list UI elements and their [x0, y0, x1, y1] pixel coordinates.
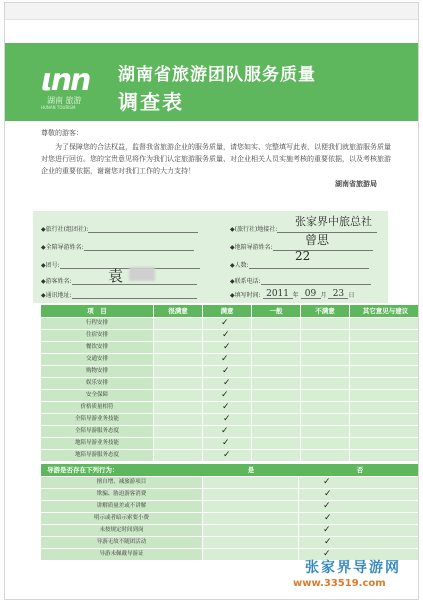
checkmark-icon: ✓ — [221, 426, 229, 436]
address-label: ◆通讯地址: — [41, 292, 72, 299]
behavior-row-label: 导游无故不随团活动 — [41, 537, 202, 549]
no-cell[interactable] — [299, 513, 419, 525]
logo-mark: ιnn — [41, 63, 90, 98]
rating-cell[interactable] — [301, 450, 349, 462]
date-year-unit: 年 — [292, 292, 299, 299]
rating-row-label: 购物安排 — [41, 366, 153, 378]
rating-cell[interactable] — [301, 366, 349, 378]
behavior-row-label: 擅自增、减旅游项目 — [41, 477, 202, 489]
issuer-signature: 湖南省旅游局 — [335, 180, 377, 188]
rating-row-label: 地陪导游业务技能 — [41, 438, 153, 450]
logo-subtitle: 湖南 旅游 — [47, 96, 82, 105]
checkmark-icon: ✓ — [324, 489, 332, 499]
no-cell[interactable] — [299, 525, 419, 537]
rating-cell[interactable] — [301, 354, 349, 366]
yes-cell[interactable] — [203, 537, 298, 549]
rating-cell[interactable] — [301, 342, 349, 354]
rating-row — [41, 450, 419, 462]
rating-row-label: 价格质量相符 — [41, 402, 153, 414]
rating-cell[interactable] — [154, 450, 202, 462]
behavior-question-header: 导游是否存在下列行为： — [41, 464, 203, 476]
rating-cell[interactable] — [203, 402, 251, 414]
comment-cell[interactable] — [350, 390, 419, 402]
checkmark-icon: ✓ — [222, 402, 230, 412]
local-guide-label: ◆地陪导游姓名: — [230, 244, 273, 251]
rating-row — [41, 330, 419, 342]
checkmark-icon: ✓ — [223, 378, 231, 388]
behavior-row-label: 讲解质量差或不讲解 — [41, 501, 202, 513]
rating-cell[interactable] — [203, 318, 251, 330]
rating-row — [41, 402, 419, 414]
rating-cell[interactable] — [252, 426, 300, 438]
rating-row-label: 行程安排 — [41, 318, 153, 330]
agency-label: ◆旅行社(组团社): — [41, 226, 89, 233]
comment-cell[interactable] — [350, 366, 419, 378]
date-month: 09 — [301, 289, 321, 299]
comment-cell[interactable] — [350, 450, 419, 462]
rating-row-label: 安全保障 — [41, 390, 153, 402]
people-label: ◆人数: — [230, 262, 249, 269]
visitor-label: ◆游客姓名: — [41, 278, 72, 285]
rating-cell[interactable] — [203, 438, 251, 450]
yes-cell[interactable] — [203, 477, 298, 489]
hunan-tourism-logo — [41, 63, 99, 110]
rating-row — [41, 318, 419, 330]
no-cell[interactable] — [299, 477, 419, 489]
checkmark-icon: ✓ — [222, 330, 230, 340]
header-dissatisfied: 不满意 — [301, 305, 349, 317]
rating-cell[interactable] — [203, 354, 251, 366]
header-yes: 是 — [203, 464, 299, 476]
rating-row — [41, 390, 419, 402]
survey-title-line2: 调查表 — [118, 90, 184, 114]
rating-row-label: 住宿安排 — [41, 330, 153, 342]
rating-row — [41, 438, 419, 450]
rating-row — [41, 378, 419, 390]
date-year: 2011 — [263, 289, 293, 299]
rating-cell[interactable] — [203, 450, 251, 462]
group-no-label: ◆团号: — [41, 262, 60, 269]
rating-cell[interactable] — [252, 318, 300, 330]
page-fold — [5, 3, 418, 20]
date-field[interactable] — [230, 289, 354, 299]
comment-cell[interactable] — [350, 330, 419, 342]
rating-cell[interactable] — [203, 366, 251, 378]
date-day: 23 — [328, 289, 348, 299]
survey-title: 湖南省旅游团队服务质量 — [118, 65, 316, 85]
rating-cell[interactable] — [301, 426, 349, 438]
header-very-satisfied: 很满意 — [154, 305, 202, 317]
rating-row — [41, 354, 419, 366]
behavior-row-label: 欺骗、胁迫游客消费 — [41, 489, 202, 501]
yes-cell[interactable] — [203, 513, 298, 525]
rating-cell[interactable] — [252, 378, 300, 390]
rating-row-label: 地陪导游服务态度 — [41, 450, 153, 462]
behavior-row-label: 导游未佩戴导游证 — [41, 549, 202, 561]
checkmark-icon: ✓ — [223, 342, 231, 352]
address-line — [72, 289, 197, 299]
rating-row — [41, 426, 419, 438]
rating-cell[interactable] — [252, 450, 300, 462]
rating-cell[interactable] — [301, 402, 349, 414]
national-guide-label: ◆全陪导游姓名: — [41, 244, 84, 251]
rating-cell[interactable] — [252, 438, 300, 450]
comment-cell[interactable] — [350, 354, 419, 366]
survey-sheet — [4, 2, 419, 600]
checkmark-icon: ✓ — [221, 390, 229, 400]
checkmark-icon: ✓ — [221, 354, 229, 364]
rating-row-label: 全陪导游服务态度 — [41, 426, 153, 438]
watermark-url: www.33519.com — [293, 578, 386, 589]
comment-cell[interactable] — [350, 318, 419, 330]
yes-cell[interactable] — [203, 549, 298, 561]
rating-cell[interactable] — [154, 414, 202, 426]
comment-cell[interactable] — [350, 426, 419, 438]
header-average: 一般 — [252, 305, 300, 317]
rating-cell[interactable] — [252, 354, 300, 366]
behavior-row — [41, 537, 419, 549]
watermark-title: 张家界导游网 — [305, 560, 401, 576]
rating-row — [41, 342, 419, 354]
rating-cell[interactable] — [252, 414, 300, 426]
checkmark-icon: ✓ — [323, 525, 331, 535]
header-item: 项 目 — [41, 305, 153, 317]
checkmark-icon: ✓ — [223, 414, 231, 424]
checkmark-icon: ✓ — [324, 537, 332, 547]
rating-cell[interactable] — [252, 402, 300, 414]
yes-cell[interactable] — [203, 525, 298, 537]
rating-cell[interactable] — [154, 354, 202, 366]
date-day-unit: 日 — [348, 292, 355, 299]
behavior-row — [41, 477, 419, 489]
no-cell[interactable] — [299, 501, 419, 513]
national-guide-field[interactable] — [41, 241, 194, 251]
header-no: 否 — [299, 464, 419, 476]
address-field[interactable] — [41, 289, 197, 299]
salutation: 尊敬的游客： — [41, 129, 83, 137]
visitor-value: 袁 — [108, 267, 124, 285]
rating-cell[interactable] — [301, 378, 349, 390]
local-guide-value: 曾思 — [305, 233, 330, 247]
phone-label: ◆联系电话: — [230, 278, 261, 285]
rating-cell[interactable] — [154, 426, 202, 438]
header-comments: 其它意见与建议 — [350, 305, 419, 317]
yes-cell[interactable] — [203, 501, 298, 513]
rating-cell[interactable] — [203, 414, 251, 426]
checkmark-icon: ✓ — [323, 549, 331, 559]
rating-cell[interactable] — [203, 378, 251, 390]
checkmark-icon: ✓ — [223, 450, 231, 460]
redacted-block — [129, 267, 155, 281]
rating-cell[interactable] — [252, 330, 300, 342]
rating-row — [41, 366, 419, 378]
rating-row-label: 餐饮安排 — [41, 342, 153, 354]
local-agency-label: ◆(旅行社)地接社: — [230, 226, 278, 233]
behavior-row — [41, 501, 419, 513]
rating-cell[interactable] — [252, 342, 300, 354]
rating-cell[interactable] — [154, 366, 202, 378]
rating-cell[interactable] — [301, 390, 349, 402]
rating-cell[interactable] — [301, 330, 349, 342]
checkmark-icon: ✓ — [222, 438, 230, 448]
rating-cell[interactable] — [203, 426, 251, 438]
no-cell[interactable] — [299, 537, 419, 549]
phone-field[interactable] — [230, 275, 371, 285]
rating-cell[interactable] — [154, 438, 202, 450]
agency-line — [88, 223, 198, 233]
rating-row-label: 全陪导游业务技能 — [41, 414, 153, 426]
behavior-row — [41, 525, 419, 537]
yes-cell[interactable] — [203, 489, 298, 501]
rating-cell[interactable] — [203, 330, 251, 342]
rating-cell[interactable] — [252, 390, 300, 402]
rating-cell[interactable] — [301, 414, 349, 426]
rating-row-label: 交通安排 — [41, 354, 153, 366]
rating-cell[interactable] — [301, 318, 349, 330]
people-value: 22 — [295, 249, 311, 263]
agency-field[interactable] — [41, 223, 198, 233]
rating-cell[interactable] — [301, 438, 349, 450]
local-agency-value: 张家界中旅总社 — [295, 215, 372, 228]
rating-cell[interactable] — [252, 366, 300, 378]
checkmark-icon: ✓ — [222, 366, 230, 376]
behavior-row-label: 未按规定时间到岗 — [41, 525, 202, 537]
rating-cell[interactable] — [203, 342, 251, 354]
rating-cell[interactable] — [154, 378, 202, 390]
comment-cell[interactable] — [350, 402, 419, 414]
rating-row — [41, 414, 419, 426]
behavior-row — [41, 489, 419, 501]
intro-paragraph: 为了保障您的合法权益，监督我省旅游企业的服务质量，请您如实、完整填写此表，以便我们就旅游服务质量对您进行回访。您的宝贵意见将作为我们认定旅游服务质量、对企业相关人员实施考核的重要依据，以及考核旅游企业的重要依据，谢谢您对我们工作的大力支持！ — [41, 143, 391, 175]
comment-cell[interactable] — [350, 438, 419, 450]
phone-line — [261, 275, 371, 285]
rating-cell[interactable] — [154, 402, 202, 414]
rating-cell[interactable] — [154, 390, 202, 402]
comment-cell[interactable] — [350, 414, 419, 426]
header-satisfied: 满意 — [203, 305, 251, 317]
checkmark-icon: ✓ — [324, 513, 332, 523]
comment-cell[interactable] — [350, 342, 419, 354]
rating-row-label: 娱乐安排 — [41, 378, 153, 390]
date-month-unit: 月 — [320, 292, 327, 299]
rating-cell[interactable] — [154, 330, 202, 342]
behavior-row-label: 明示或者暗示索要小费 — [41, 513, 202, 525]
comment-cell[interactable] — [350, 378, 419, 390]
rating-cell[interactable] — [203, 390, 251, 402]
date-label: ◆填写时间: — [230, 292, 261, 299]
rating-cell[interactable] — [154, 318, 202, 330]
rating-cell[interactable] — [154, 342, 202, 354]
checkmark-icon: ✓ — [323, 477, 331, 487]
no-cell[interactable] — [299, 489, 419, 501]
checkmark-icon: ✓ — [221, 318, 229, 328]
logo-tiny-text: HUNAN TOURISM — [41, 105, 76, 110]
national-guide-line — [84, 241, 194, 251]
checkmark-icon: ✓ — [323, 501, 331, 511]
behavior-row — [41, 513, 419, 525]
